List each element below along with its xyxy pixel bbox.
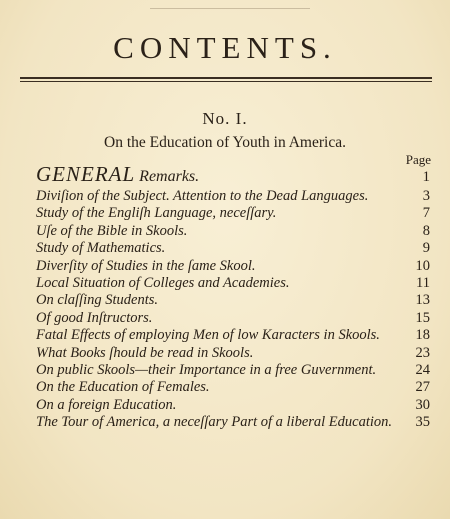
- contents-entry: [36, 414, 430, 431]
- entry-page-number: 13: [415, 292, 430, 309]
- contents-entry: [36, 292, 430, 309]
- contents-entry-text: Study of the Engliſh Language, neceſſary.: [36, 205, 277, 222]
- contents-entry-text: On public Skools—their Importance in a free Guvernment.: [36, 362, 377, 379]
- contents-entry-text: Study of Mathematics.: [36, 240, 166, 257]
- essay-subtitle: On the Education of Youth in America.: [104, 134, 346, 151]
- entry-page-number: 9: [422, 240, 430, 257]
- contents-entry-text: Local Situation of Colleges and Academies.: [36, 275, 290, 292]
- contents-entry: [36, 240, 430, 257]
- entry-page-number: 30: [415, 396, 430, 413]
- entry-page-number: 3: [422, 188, 430, 204]
- contents-entry-text: On claſſing Students.: [36, 292, 159, 309]
- contents-entry: [36, 362, 430, 379]
- contents-entry: [36, 327, 430, 344]
- entry-page-number: 18: [415, 327, 430, 344]
- entry-page-number: 1: [422, 169, 430, 185]
- contents-entry-text: Uſe of the Bible in Skools.: [36, 222, 188, 239]
- contents-entry: [36, 205, 430, 222]
- contents-entry: [36, 188, 430, 205]
- contents-entry-text: [36, 163, 430, 188]
- contents-entry-text: Diviſion of the Subject. Attention to the Dead Languages.: [36, 188, 369, 204]
- entry-page-number: 11: [416, 275, 430, 292]
- contents-entry: [36, 345, 430, 362]
- page-top-edge: [150, 0, 310, 9]
- contents-entry-text: Fatal Effects of employing Men of low Karacters in Skools.: [36, 327, 380, 344]
- page-column-label: Page: [405, 152, 431, 167]
- contents-entry: [36, 275, 430, 292]
- essay-number: No. I.: [202, 109, 248, 128]
- contents-entry-text: Of good Inſtructors.: [36, 309, 153, 326]
- entry-page-number: 23: [415, 344, 430, 361]
- entry-page-number: 7: [422, 205, 430, 222]
- contents-entry-text: What Books ſhould be read in Skools.: [36, 344, 254, 361]
- entry-page-number: 10: [415, 257, 430, 274]
- entry-initial: GENERAL: [36, 162, 136, 186]
- entry-page-number: 27: [415, 379, 430, 396]
- contents-entry-text: Diverſity of Studies in the ſame Skool.: [36, 257, 256, 274]
- heading-rule: [20, 77, 432, 82]
- contents-entry: [36, 397, 430, 414]
- entry-page-number: 35: [415, 414, 430, 431]
- contents-entry: [36, 310, 430, 327]
- contents-entry-text: On the Education of Females.: [36, 379, 210, 396]
- contents-list: [36, 163, 430, 432]
- entry-page-number: 24: [415, 362, 430, 379]
- contents-entry: [36, 379, 430, 396]
- contents-entry: [36, 163, 430, 188]
- entry-page-number: 8: [422, 222, 430, 239]
- contents-entry-text: On a foreign Education.: [36, 396, 177, 413]
- contents-entry: [36, 258, 430, 275]
- entry-rest: Remarks.: [135, 168, 200, 185]
- contents-entry-text: The Tour of America, a neceſſary Part of a liberal Education.: [36, 414, 393, 431]
- contents-entry: [36, 223, 430, 240]
- contents-heading: CONTENTS.: [113, 30, 337, 65]
- entry-page-number: 15: [415, 309, 430, 326]
